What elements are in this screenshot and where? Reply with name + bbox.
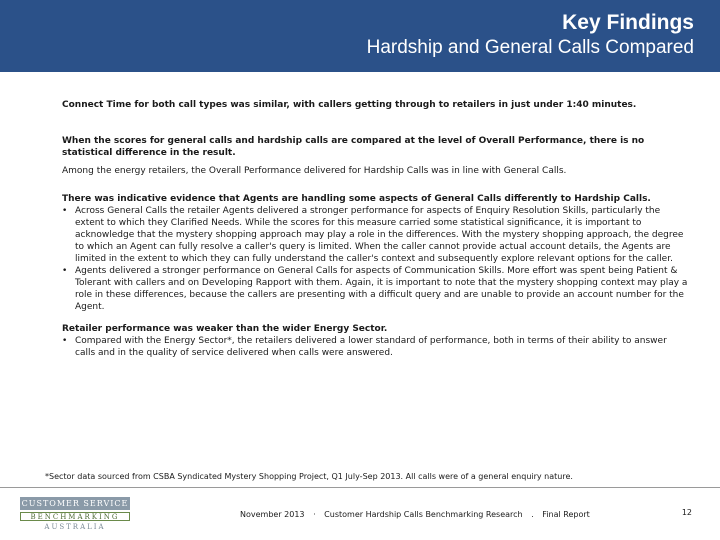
page-number: 12 xyxy=(681,508,692,517)
slide-header xyxy=(0,0,720,72)
finding-energy-sector: Retailer performance was weaker than the wider Energy Sector. xyxy=(62,324,388,334)
finding-agent-handling: There was indicative evidence that Agents are handling some aspects of General Calls differently to Hardship Calls. xyxy=(62,194,651,204)
footnote: *Sector data sourced from CSBA Syndicated Mystery Shopping Project, Q1 July-Sep 2013. All calls were of a general enquiry nature. xyxy=(45,472,573,481)
csba-logo xyxy=(20,494,140,534)
bullet-icon: • xyxy=(62,206,68,216)
bullet-text: Agents delivered a stronger performance on General Calls for aspects of Communication Skills. More effort was spent being Patient & Tolerant with callers and on Developing Rapport with them. Again, it is important to note that the mystery shopping context may play a role in these differences, because the callers are presenting with a difficult query and are unable to provide an account number for the Agent. xyxy=(75,266,688,312)
finding-overall-performance: When the scores for general calls and hardship calls are compared at the level of Overall Performance, there is no statistical difference in the result. xyxy=(62,136,645,158)
bullet-energy-sector xyxy=(62,335,688,359)
logo-line-2: BENCHMARKING xyxy=(20,512,130,521)
logo-line-1: CUSTOMER SERVICE xyxy=(21,499,129,508)
bullet-text: Across General Calls the retailer Agents delivered a stronger performance for aspects of Enquiry Resolution Skills, particularly the extent to which they Clarified Needs. While the scores for this measure carried some statistical significance, it is important to acknowledge that the mystery shopping approach may play a role in the differences. With the mystery shopping approach, the degree to which an Agent can fully resolve a caller's query is limited. When the caller cannot provide actual account details, the Agents are limited in the extent to which they can fully understand the caller's context and subsequently explore relevant options for the caller. xyxy=(75,206,684,264)
footer-report-name: Customer Hardship Calls Benchmarking Research xyxy=(324,510,523,519)
footer-divider xyxy=(0,487,720,488)
footer-separator: . xyxy=(531,510,534,519)
bullet-communication-skills xyxy=(62,265,688,313)
slide-subtitle: Hardship and General Calls Compared xyxy=(366,37,694,58)
slide-title: Key Findings xyxy=(562,11,694,34)
bullet-icon: • xyxy=(62,336,68,346)
finding-retailer-overall: Among the energy retailers, the Overall Performance delivered for Hardship Calls was in line with General Calls. xyxy=(62,166,567,176)
footer-status: Final Report xyxy=(542,510,590,519)
logo-line-3: AUSTRALIA xyxy=(44,523,106,531)
bullet-icon: • xyxy=(62,266,68,276)
finding-connect-time: Connect Time for both call types was similar, with callers getting through to retailers in just under 1:40 minutes. xyxy=(62,100,637,110)
footer-separator: · xyxy=(313,510,316,519)
footer-date: November 2013 xyxy=(240,510,305,519)
bullet-enquiry-resolution xyxy=(62,205,688,265)
footer-info xyxy=(240,509,596,520)
findings-body xyxy=(62,99,688,359)
bullet-text: Compared with the Energy Sector*, the retailers delivered a lower standard of performance, both in terms of their ability to answer calls and in the quality of service delivered when calls were answered. xyxy=(75,336,667,358)
